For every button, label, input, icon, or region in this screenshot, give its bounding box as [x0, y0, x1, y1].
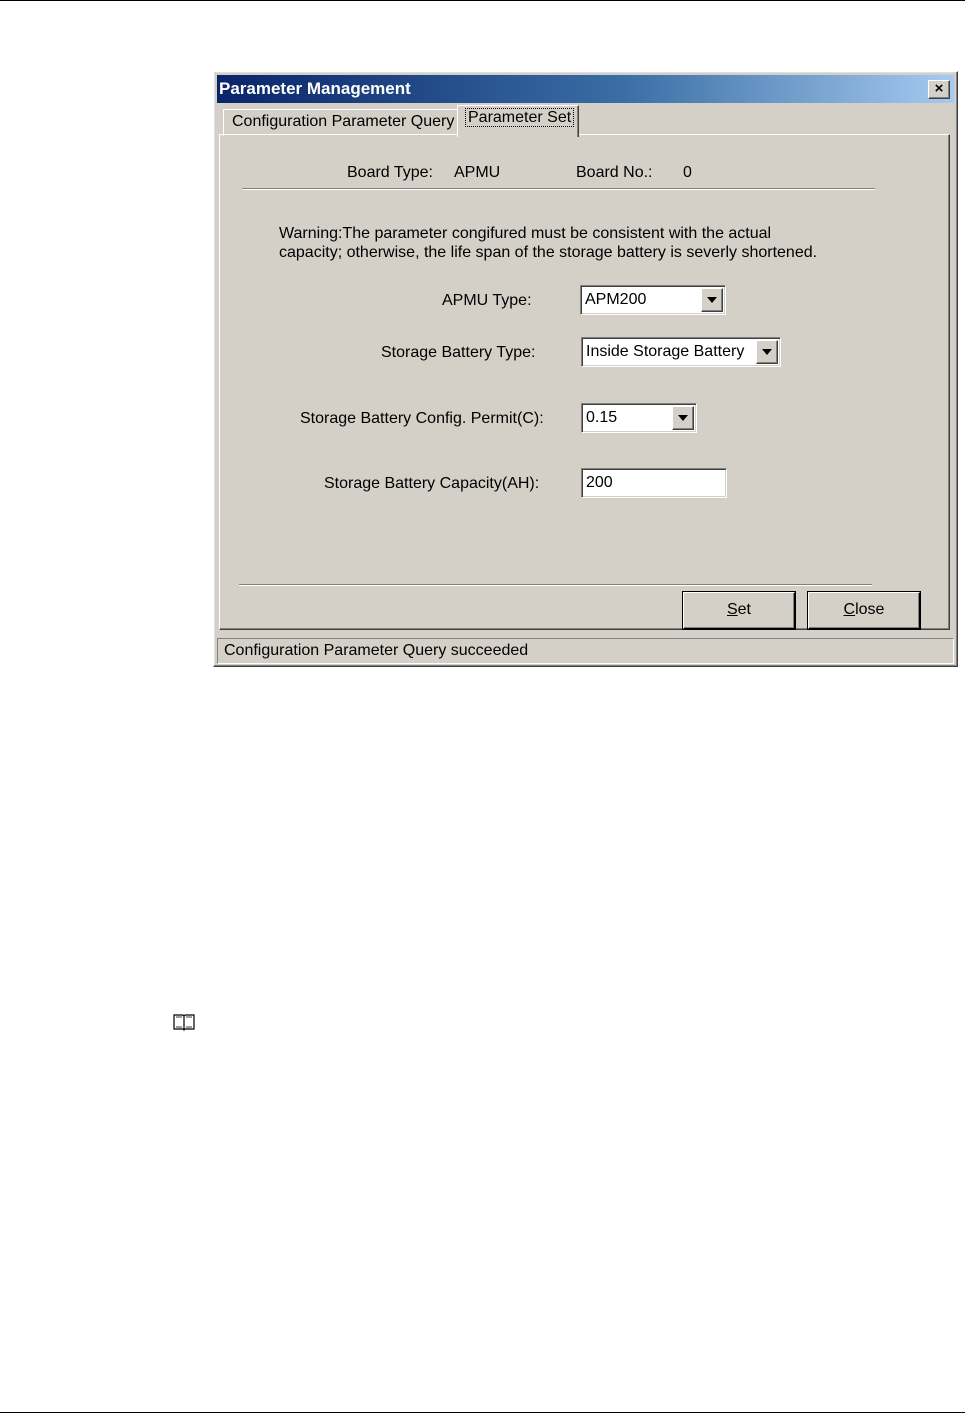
title-bar[interactable] [217, 75, 954, 103]
page-top-rule [0, 0, 965, 1]
header-divider [242, 188, 875, 190]
close-icon[interactable]: × [928, 80, 950, 99]
chevron-down-icon[interactable] [756, 340, 778, 364]
chevron-down-icon[interactable] [672, 406, 694, 430]
close-button[interactable] [808, 592, 920, 629]
battery-type-label: Storage Battery Type: [381, 344, 536, 361]
config-permit-select[interactable] [581, 403, 697, 433]
parameter-management-dialog [213, 71, 958, 667]
board-type-value: APMU [454, 164, 501, 181]
capacity-value: 200 [586, 474, 613, 491]
set-mnemonic: S [726, 601, 738, 618]
capacity-label: Storage Battery Capacity(AH): [324, 475, 540, 492]
warning-line-1: Warning:The parameter congifured must be consistent with the actual [279, 225, 772, 242]
chevron-down-icon[interactable] [701, 288, 723, 312]
tab-panel-parameter-set [219, 134, 950, 630]
battery-type-value: Inside Storage Battery [586, 343, 745, 360]
config-permit-label: Storage Battery Config. Permit(C): [300, 410, 544, 427]
board-type-label: Board Type: [347, 164, 433, 181]
status-bar: Configuration Parameter Query succeeded [217, 638, 954, 664]
config-permit-value: 0.15 [586, 409, 618, 426]
apmu-type-select[interactable] [580, 285, 726, 315]
set-button[interactable] [683, 592, 795, 629]
tab-label: Configuration Parameter Query [232, 113, 455, 130]
board-no-value: 0 [683, 164, 692, 181]
tab-parameter-set[interactable] [457, 105, 579, 137]
warning-line-2: capacity; otherwise, the life span of the storage battery is severly shortened. [279, 244, 818, 261]
close-mnemonic: C [843, 601, 856, 618]
tab-configuration-parameter-query[interactable] [223, 109, 459, 136]
set-label-rest: et [737, 601, 751, 618]
close-label-rest: lose [855, 601, 885, 618]
apmu-type-label: APMU Type: [442, 292, 532, 309]
apmu-type-value: APM200 [585, 291, 647, 308]
book-icon [172, 1012, 196, 1032]
dialog-title: Parameter Management [219, 79, 411, 98]
battery-type-select[interactable] [581, 337, 781, 367]
tab-label: Parameter Set [468, 109, 572, 126]
capacity-input[interactable] [581, 468, 727, 498]
page-bottom-rule [0, 1412, 965, 1413]
footer-divider [239, 584, 872, 586]
board-no-label: Board No.: [576, 164, 653, 181]
